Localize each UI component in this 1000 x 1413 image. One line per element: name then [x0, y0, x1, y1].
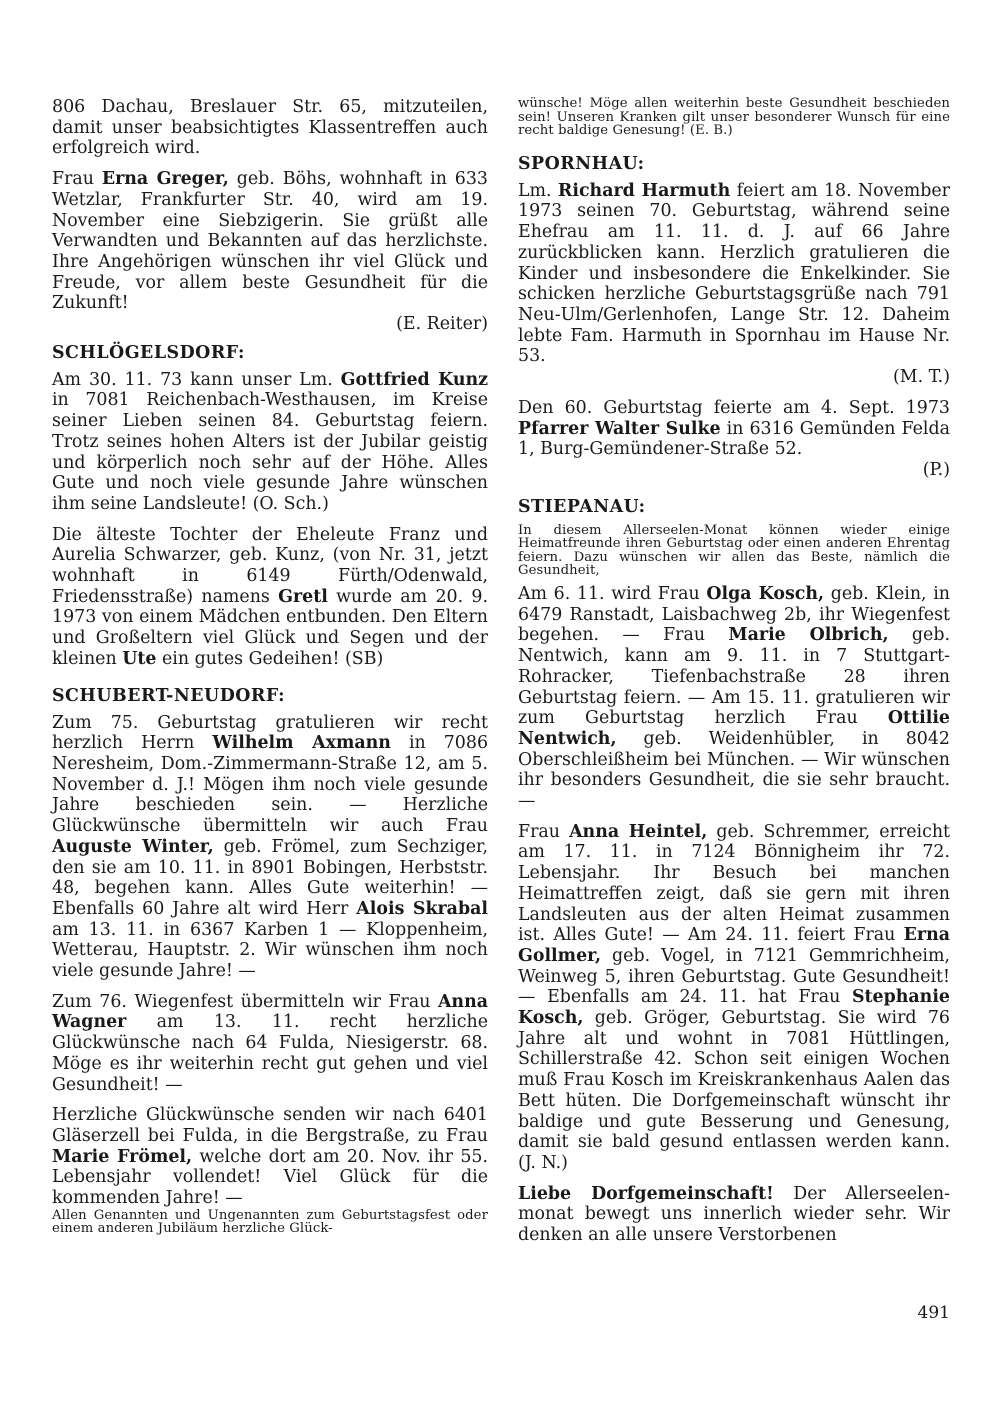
person-name: Anna Wagner [52, 991, 488, 1033]
text: feiert am 18. November 1973 seinen 70. Geburtstag, während seine Ehefrau am 11. 11. d. J. auf 66 Jahre zurückblicken kann. Herzlich gratulieren die Kinder und insbesondere die Enkelkinder. Sie schicken herzliche Geburtstagsgrüße nach 791 Neu-Ulm/Gerlenhofen, Lange Str. 12. Daheim lebte Fam. Harmuth in Spornhau im Hause Nr. 53. [518, 180, 950, 367]
text: in 7081 Reichenbach-Westhausen, im Kreise seiner Lieben seinen 84. Geburtstag feiern. Trotz seines hohen Alters ist der Jubilar geistig und körperlich noch sehr auf der Höhe. Alles Gute und noch viele gesunde Jahre wünschen ihm seine Landsleute! (O. Sch.) [52, 390, 488, 514]
paragraph [52, 525, 488, 670]
text: geb. Gröger, Geburtstag. Sie wird 76 Jahre alt und wohnt in 7081 Hüttlingen, Schillerstraße 42. Schon seit einigen Wochen muß Frau Kosch im Kreiskrankenhaus Aalen das Bett hüten. Die Dorfgemeinschaft wünscht ihr baldige und gute Besserung und Genesung, damit sie bald gesund entlassen werden kann. (J. N.) [518, 1008, 950, 1173]
text: geb. Weidenhübler, in 8042 Oberschleißheim bei München. — Wir wünschen ihr besonders Gesundheit, die sie sehr braucht. — [518, 728, 950, 812]
section-heading: SCHLÖGELSDORF: [52, 342, 245, 363]
page-number: 491 [917, 1303, 950, 1323]
person-name: Marie Olbrich, [728, 625, 889, 646]
small-print-paragraph: wünsche! Möge allen weiterhin beste Gesundheit beschieden sein! Unseren Kranken gilt unser besonderer Wunsch für eine recht baldige Genesung! (E. B.) [518, 96, 950, 139]
text: ein gutes Gedeihen! (SB) [156, 648, 384, 669]
text: Den 60. Geburtstag feierte am 4. Sept. 1973 [518, 397, 950, 418]
text: geb. Nentwich, kann am 9. 11. in 7 Stuttgart-Rohracker, Tiefenbachstraße 28 ihren Geburtstag feiern. — Am 15. 11. gratulieren wir zum Geburtstag herzlich Frau [518, 625, 950, 729]
person-name: Ottilie Nentwich, [518, 708, 950, 749]
lead-in: Liebe Dorfgemeinschaft! [518, 1183, 774, 1204]
text: geb. Frömel, zum Sechziger, den sie am 10. 11. in 8901 Bobingen, Herbststr. 48, begehen kann. Alles Gute weiterhin! — Ebenfalls 60 Jahre alt wird Herr [52, 836, 488, 919]
text: am 13. 11. in 6367 Karben 1 — Kloppenheim, Wetterau, Hauptstr. 2. Wir wünschen ihm noch viele gesunde Jahre! — [52, 919, 488, 982]
text: Lm. [518, 180, 558, 201]
text: Frau [52, 169, 102, 190]
paragraph [52, 713, 488, 982]
paragraph [518, 398, 950, 460]
text: Der Allerseelenmonat bewegt uns innerlich wieder sehr. Wir denken an alle unsere Verstorbenen [518, 1183, 950, 1246]
right-column [518, 97, 950, 1246]
text: geb. Vogel, in 7121 Gemmrichheim, Weinweg 5, ihren Geburtstag. Gute Gesundheit! — Ebenfalls am 24. 11. hat Frau [518, 945, 950, 1008]
text: Am 6. 11. wird Frau [518, 584, 707, 604]
text: am 13. 11. recht herzliche Glückwünsche nach 64 Fulda, Niesigerstr. 68. Möge es ihr weiterhin recht gut gehen und viel Gesundheit! — [52, 1012, 488, 1095]
text: Frau [518, 821, 570, 842]
person-name: Erna Greger, [101, 169, 229, 190]
person-name: Alois Skrabal [356, 898, 488, 919]
text: in 7086 Neresheim, Dom.-Zimmermann-Straße 12, am 5. November d. J.! Mögen ihm noch viele gesunde Jahre beschieden sein. — Herzliche Glückwünsche übermitteln wir auch Frau [52, 733, 489, 837]
text: Zum 75. Geburtstag gratulieren wir recht herzlich Herrn [52, 712, 488, 754]
person-name: Pfarrer Walter Sulke [518, 418, 721, 439]
text: in 6316 Gemünden Felda 1, Burg-Gemündener-Straße 52. [518, 418, 950, 460]
person-name: Anna Heintel, [569, 821, 708, 842]
small-print-paragraph: Allen Genannten und Ungenannten zum Geburtstagsfest oder einem anderen Jubiläum herzliche Glück- [52, 1207, 488, 1237]
signature: (P.) [922, 459, 950, 480]
person-name: Erna Gollmer, [518, 925, 950, 966]
text: geb. Böhs, wohnhaft in 633 Wetzlar, Frankfurter Str. 40, wird am 19. November eine Siebzigerin. Sie grüßt alle Verwandten und Bekannten auf das herzlichste. Ihre Angehörigen wünschen ihr viel Glück und Freude, vor allem beste Gesundheit für die Zukunft! [52, 169, 488, 314]
text: geb. Klein, in 6479 Ranstadt, Laisbachweg 2b, ihr Wiegenfest begehen. — Frau [518, 584, 950, 646]
paragraph [518, 822, 950, 1174]
person-name: Gottfried Kunz [340, 369, 488, 390]
signature: (M. T.) [892, 367, 950, 388]
person-name: Wilhelm Axmann [212, 733, 391, 754]
person-name: Stephanie Kosch, [518, 987, 950, 1029]
section-heading: SCHUBERT-NEUDORF: [52, 685, 286, 706]
text: wurde am 20. 9. 1973 von einem Mädchen entbunden. Den Eltern und Großeltern viel Glück und Segen und der kleinen [52, 586, 489, 669]
person-name: Auguste Winter, [52, 836, 214, 857]
paragraph [52, 992, 488, 1096]
text: Herzliche Glückwünsche senden wir nach 6401 Gläserzell bei Fulda, in die Bergstraße, zu Frau [52, 1105, 488, 1146]
person-name: Olga Kosch, [706, 584, 825, 604]
person-name: Gretl [278, 586, 328, 607]
person-name: Ute [122, 648, 157, 669]
section-heading: SPORNHAU: [518, 153, 645, 174]
person-name: Marie Frömel, [52, 1146, 193, 1167]
section-heading: STIEPANAU: [518, 496, 646, 517]
paragraph [518, 181, 950, 367]
text: Am 30. 11. 73 kann unser Lm. [52, 369, 341, 390]
person-name: Richard Harmuth [557, 180, 731, 201]
paragraph [52, 1105, 488, 1209]
left-column [52, 97, 488, 1236]
paragraph [518, 1184, 950, 1246]
text: geb. Schremmer, erreicht am 17. 11. in 7124 Bönnigheim ihr 72. Lebensjahr. Ihr Besuch bei manchen Heimattreffen zeigt, daß sie gern mit ihren Landsleuten aus der alten Heimat zusammen ist. Alles Gute! — Am 24. 11. feiert Frau [518, 821, 951, 946]
text: Die älteste Tochter der Eheleute Franz und Aurelia Schwarzer, geb. Kunz, (von Nr. 31, jetzt wohnhaft in 6149 Fürth/Odenwald, Friedensstraße) namens [52, 524, 488, 607]
paragraph: 806 Dachau, Breslauer Str. 65, mitzuteilen, damit unser beabsichtigtes Klassentreffen auch erfolgreich wird. [52, 97, 488, 159]
signature: (E. Reiter) [396, 314, 488, 335]
paragraph [518, 584, 950, 812]
paragraph [52, 370, 488, 515]
small-print-paragraph: In diesem Allerseelen-Monat können wieder einige Heimatfreunde ihren Geburtstag oder einen anderen Ehrentag feiern. Dazu wünschen wir allen das Beste, nämlich die Gesundheit, [518, 522, 950, 579]
paragraph [52, 169, 488, 314]
text: Zum 76. Wiegenfest übermitteln wir Frau [52, 991, 438, 1012]
text: welche dort am 20. Nov. ihr 55. Lebensjahr vollendet! Viel Glück für die kommenden Jahre! — [52, 1146, 488, 1209]
